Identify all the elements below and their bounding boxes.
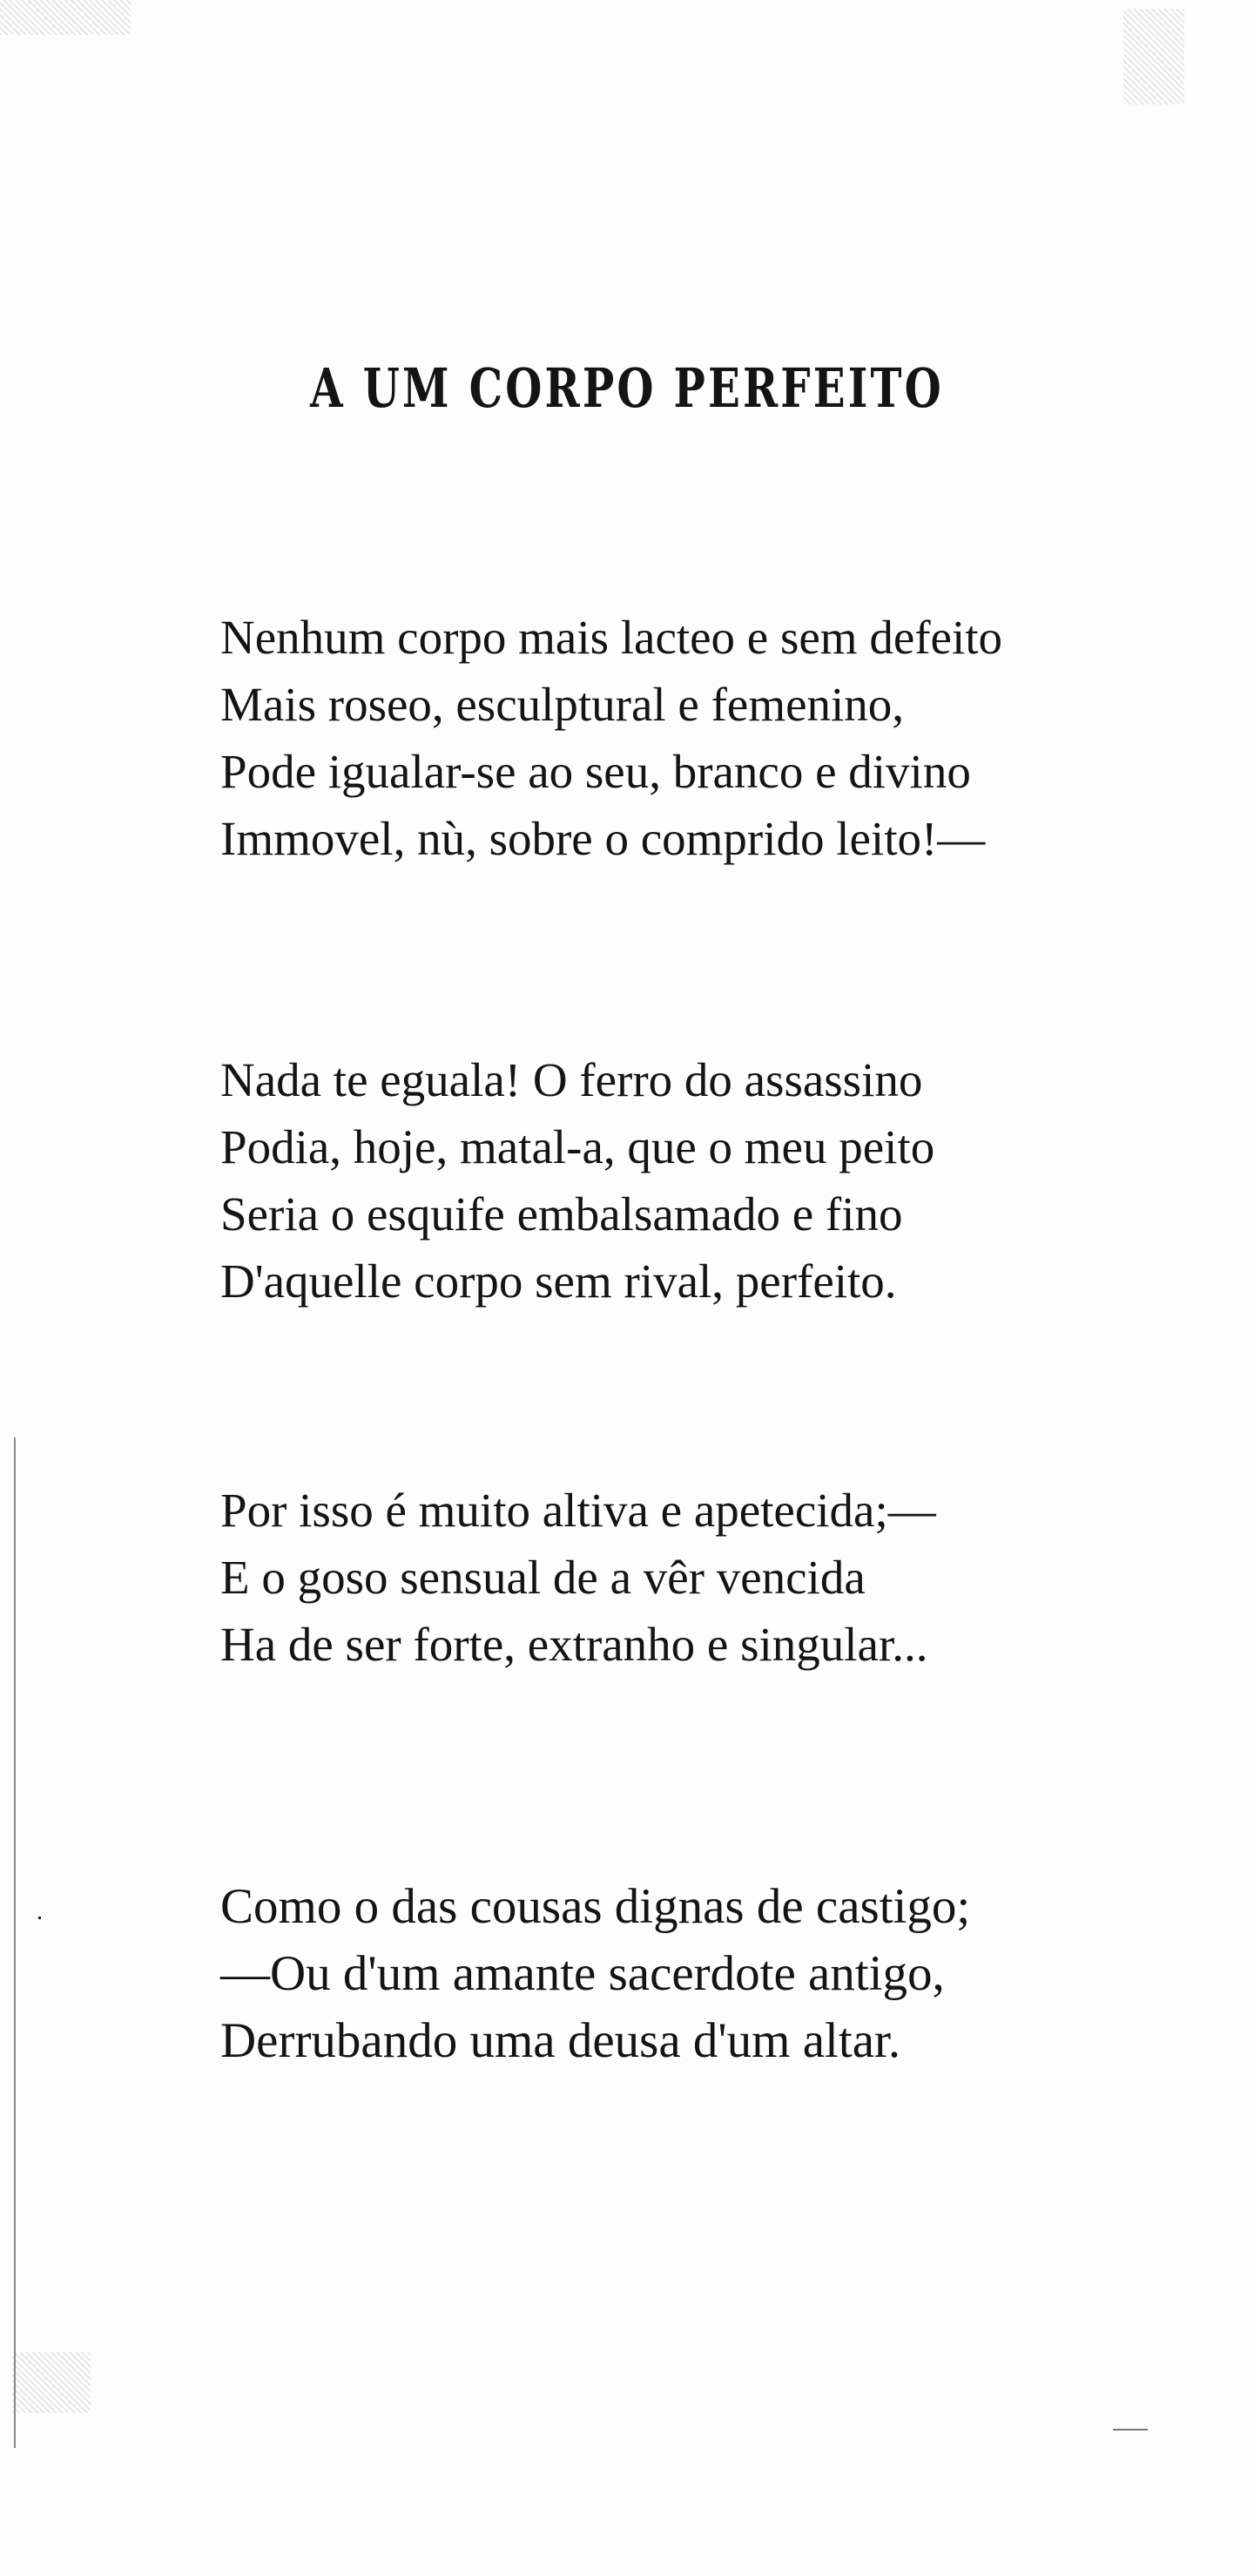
scan-artifact-top-left	[0, 0, 131, 35]
stanza-4	[220, 1873, 970, 2074]
page-foot-dash	[1113, 2429, 1148, 2431]
verse-line: Mais roseo, esculptural e femenino,	[220, 678, 905, 731]
verse-line: Derrubando uma deusa d'um altar.	[220, 2013, 901, 2068]
verse-line: —Ou d'um amante sacerdote antigo,	[220, 1946, 945, 2001]
page-edge-mark	[38, 1917, 41, 1919]
verse-line: Por isso é muito altiva e apetecida;—	[220, 1484, 936, 1537]
verse-line: Immovel, nù, sobre o comprido leito!—	[220, 812, 986, 865]
scan-artifact-bottom-left	[12, 2352, 91, 2413]
page-edge-line	[14, 1437, 16, 2448]
verse-line: Nenhum corpo mais lacteo e sem defeito	[220, 611, 1003, 664]
scan-artifact-top-right	[1123, 9, 1184, 105]
stanza-3	[220, 1477, 936, 1678]
stanza-1	[220, 604, 1002, 872]
verse-line: Ha de ser forte, extranho e singular...	[220, 1618, 928, 1671]
stanza-2	[220, 1046, 934, 1315]
verse-line: E o goso sensual de a vêr vencida	[220, 1551, 866, 1604]
verse-line: Pode igualar-se ao seu, branco e divino	[220, 745, 971, 798]
verse-line: Podia, hoje, matal-a, que o meu peito	[220, 1120, 935, 1173]
poem-title: A UM CORPO PERFEITO	[310, 356, 944, 420]
verse-line: Como o das cousas dignas de castigo;	[220, 1879, 971, 1934]
verse-line: D'aquelle corpo sem rival, perfeito.	[220, 1254, 897, 1308]
verse-line: Nada te eguala! O ferro do assassino	[220, 1053, 923, 1106]
verse-line: Seria o esquife embalsamado e fino	[220, 1187, 903, 1241]
